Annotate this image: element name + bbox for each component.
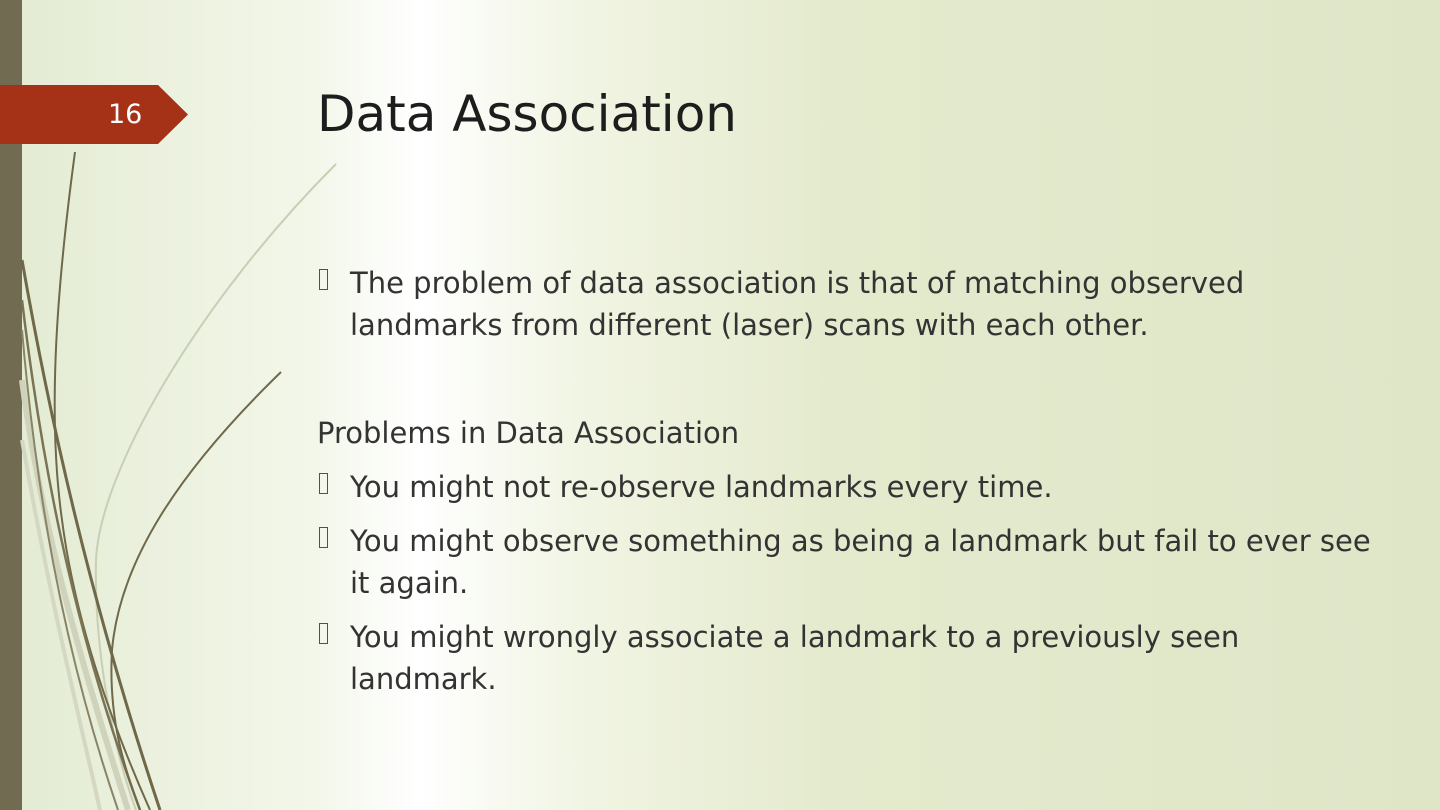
slide-content <box>317 262 1377 712</box>
list-item <box>317 616 1377 700</box>
list-item-text: You might wrongly associate a landmark to a previously seen landmark. <box>350 620 1240 696</box>
slide-number: 16 <box>108 99 143 130</box>
grass-blade-light <box>22 440 100 810</box>
problems-list <box>317 466 1377 700</box>
list-item-text: You might observe something as being a landmark but fail to ever see it again. <box>350 524 1371 600</box>
bullet-icon <box>319 527 328 548</box>
grass-blade-dark <box>55 152 150 810</box>
list-item <box>317 520 1377 604</box>
list-item-text: You might not re-observe landmarks every time. <box>350 470 1053 504</box>
intro-bullet <box>317 262 1377 346</box>
bullet-icon <box>319 623 328 644</box>
bullet-icon <box>319 473 328 494</box>
grass-blade-dark <box>22 260 160 810</box>
problems-heading: Problems in Data Association <box>317 416 740 450</box>
slide-number-badge <box>0 85 188 144</box>
list-item <box>317 466 1377 508</box>
slide-title: Data Association <box>317 85 737 143</box>
grass-blade-light <box>96 164 336 810</box>
intro-bullet-text: The problem of data association is that of matching observed landmarks from different (laser) scans with each other. <box>350 266 1245 342</box>
grass-blade-dark <box>111 372 281 810</box>
bullet-icon <box>319 269 328 290</box>
